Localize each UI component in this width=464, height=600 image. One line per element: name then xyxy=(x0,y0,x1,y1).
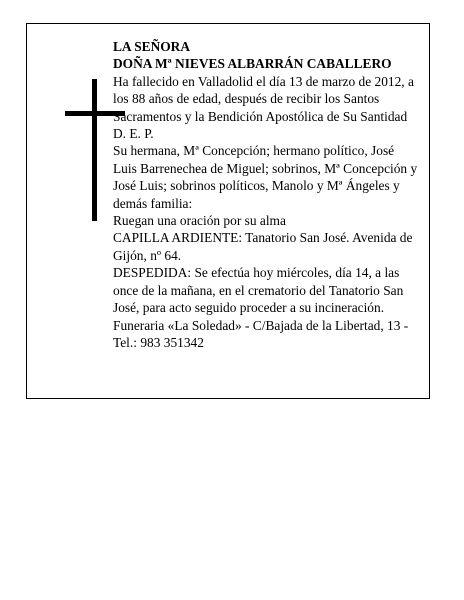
deceased-title: LA SEÑORA xyxy=(113,39,191,54)
deceased-name: DOÑA Mª NIEVES ALBARRÁN CABALLERO xyxy=(113,56,392,72)
dep-line: D. E. P. xyxy=(113,126,154,142)
farewell-info: DESPEDIDA: Se efectúa hoy miércoles, día 14, a las once de la mañana, en el crematorio del Tanatorio San José, para acto seguido proceder a su incineración. xyxy=(113,265,404,316)
chapel-info: CAPILLA ARDIENTE: Tanatorio San José. Avenida de Gijón, nº 64. xyxy=(113,230,413,263)
obituary-text xyxy=(113,38,419,351)
cross-vertical-bar xyxy=(92,79,97,221)
death-notice: Ha fallecido en Valladolid el día 13 de marzo de 2012, a los 88 años de edad, después de recibir los Santos Sacramentos y la Bendición Apostólica de Su Santidad xyxy=(113,73,414,124)
prayer-request: Ruegan una oración por su alma xyxy=(113,213,286,229)
family-list: Su hermana, Mª Concepción; hermano político, José Luis Barrenechea de Miguel; sobrinos, Mª Concepción y José Luis; sobrinos políticos, Manolo y Mª Ángeles y demás familia: xyxy=(113,143,418,211)
funeral-home-info: Funeraria «La Soledad» - C/Bajada de la Libertad, 13 - Tel.: 983 351342 xyxy=(113,317,409,350)
